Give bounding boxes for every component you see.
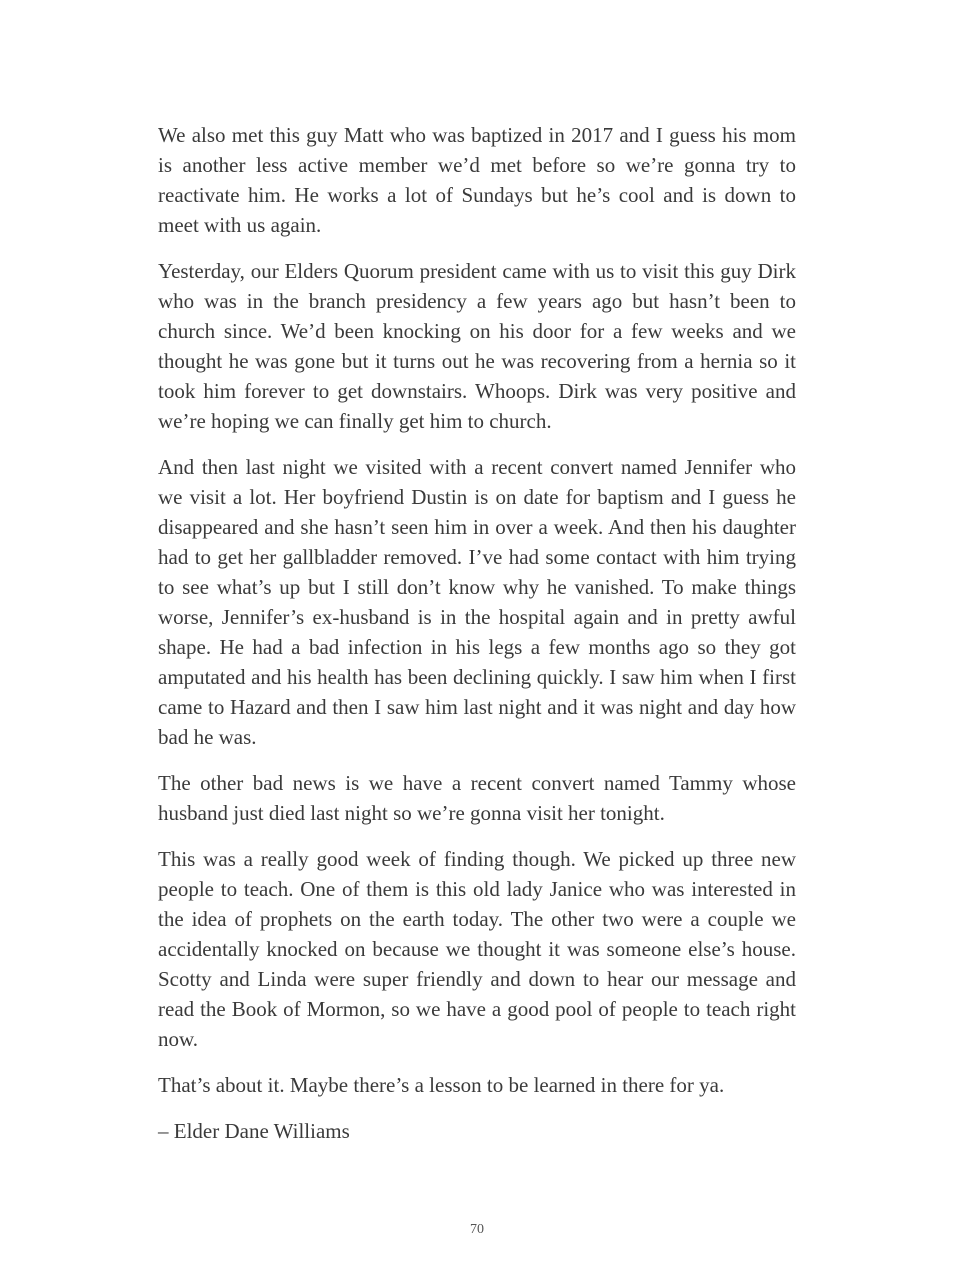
paragraph-dirk: Yesterday, our Elders Quorum president came with us to visit this guy Dirk who was in the branch presidency a few years ago but hasn’t been to church since. We’d been knocking on his door for a few weeks and we thought he was gone but it turns out he was recovering from a hernia so it took him forever to get downstairs. Whoops. Dirk was very positive and we’re hoping we can finally get him to church. <box>158 259 796 433</box>
paragraph-finding: This was a really good week of finding though. We picked up three new people to teach. One of them is this old lady Janice who was interested in the idea of prophets on the earth today. The other two were a couple we accidentally knocked on because we thought it was someone else’s house. Scotty and Linda were super friendly and down to hear our message and read the Book of Mormon, so we have a good pool of people to teach right now. <box>158 847 796 1051</box>
paragraph-matt: We also met this guy Matt who was baptized in 2017 and I guess his mom is another less active member we’d met before so we’re gonna try to reactivate him. He works a lot of Sundays but he’s cool and is down to meet with us again. <box>158 123 796 237</box>
paragraph-closing: That’s about it. Maybe there’s a lesson to be learned in there for ya. <box>158 1073 725 1097</box>
page-number: 70 <box>470 1222 484 1237</box>
paragraph-jennifer: And then last night we visited with a recent convert named Jennifer who we visit a lot. Her boyfriend Dustin is on date for baptism and I guess he disappeared and she hasn’t seen him in over a week. And then his daughter had to get her gallbladder removed. I’ve had some contact with him trying to see what’s up but I still don’t know why he vanished. To make things worse, Jennifer’s ex-husband is in the hospital again and in pretty awful shape. He had a bad infection in his legs a few months ago so they got amputated and his health has been declining quickly. I saw him when I first came to Hazard and then I saw him last night and it was night and day how bad he was. <box>158 455 796 749</box>
signature-line: – Elder Dane Williams <box>158 1119 350 1143</box>
body-text <box>158 120 796 1162</box>
paragraph-tammy: The other bad news is we have a recent convert named Tammy whose husband just died last night so we’re gonna visit her tonight. <box>158 771 796 825</box>
